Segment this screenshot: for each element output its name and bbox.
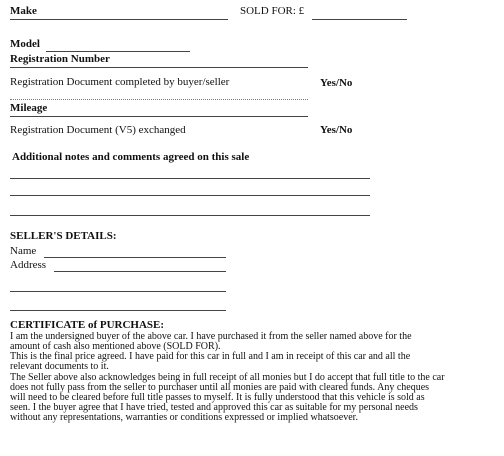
certificate-text-line: The Seller above also acknowledges being in full receipt of all monies but I do accept that full title to the car [10, 372, 445, 383]
model-field[interactable] [46, 51, 190, 52]
certificate-paragraph-1 [10, 332, 498, 352]
v5-label: Registration Document (V5) exchanged [10, 124, 186, 136]
seller-name-field[interactable] [44, 257, 226, 258]
seller-address-field[interactable] [54, 271, 226, 272]
certificate-text-line: relevant documents to it. [10, 361, 109, 372]
certificate-paragraph-2 [10, 352, 498, 372]
mileage-field[interactable] [10, 116, 308, 117]
certificate-text-line: I am the undersigned buyer of the above car. I have purchased it from the seller named above for the [10, 331, 412, 342]
seller-heading: SELLER'S DETAILS: [10, 230, 117, 242]
notes-line-1[interactable] [10, 178, 370, 179]
registration-number-label: Registration Number [10, 53, 110, 65]
seller-name-label: Name [10, 245, 37, 257]
registration-document-answer[interactable]: Yes/No [320, 77, 353, 89]
sold-for-field[interactable] [312, 19, 407, 20]
registration-number-field[interactable] [10, 67, 308, 68]
registration-document-label: Registration Document completed by buyer/seller [10, 76, 230, 88]
seller-address-line-2[interactable] [10, 291, 226, 292]
seller-address-line-3[interactable] [10, 310, 226, 311]
seller-address-label: Address [10, 259, 47, 271]
notes-line-3[interactable] [10, 215, 370, 216]
notes-line-2[interactable] [10, 195, 370, 196]
certificate-paragraph-3 [10, 373, 498, 423]
v5-answer[interactable]: Yes/No [320, 124, 353, 136]
certificate-text-line: does not fully pass from the seller to purchaser until all monies are paid with cleared funds. Any cheques [10, 382, 430, 393]
certificate-heading: CERTIFICATE of PURCHASE: [10, 319, 165, 331]
notes-heading: Additional notes and comments agreed on this sale [12, 151, 250, 163]
make-label: Make [10, 5, 37, 17]
certificate-text-line: This is the final price agreed. I have paid for this car in full and I am in receipt of this car and all the [10, 351, 411, 362]
certificate-text-line: seen. I the buyer agree that I have tried, tested and approved this car as suitable for my personal needs [10, 402, 418, 413]
make-field[interactable] [10, 19, 228, 20]
mileage-label: Mileage [10, 102, 48, 114]
certificate-text-line: amount of cash also mentioned above (SOLD FOR). [10, 341, 221, 352]
certificate-text-line: without any representations, warranties or conditions expressed or implied whatsoever. [10, 412, 358, 423]
dotted-separator [10, 99, 308, 100]
sold-for-label: SOLD FOR: £ [240, 5, 305, 17]
model-label: Model [10, 38, 40, 50]
certificate-text-line: will need to be cleared before full title passes to myself. It is fully understood that this vehicle is sold as [10, 392, 425, 403]
